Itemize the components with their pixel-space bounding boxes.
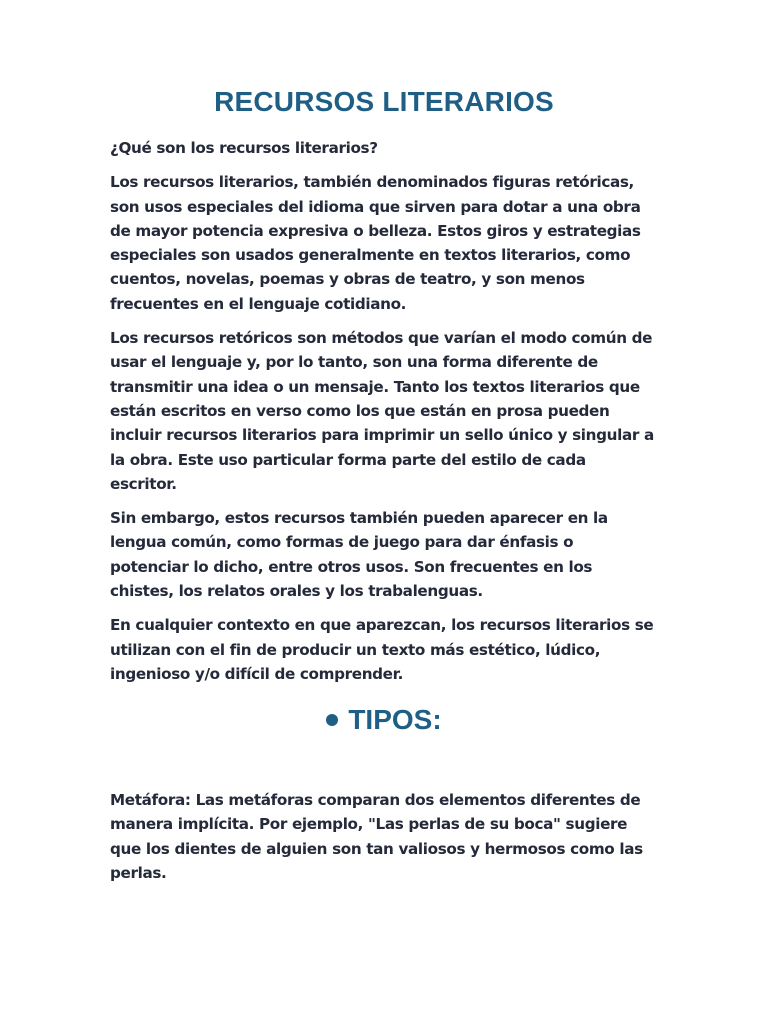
- bullet-icon: [326, 714, 338, 726]
- paragraph-4: En cualquier contexto en que aparezcan, los recursos literarios se utilizan con el fin de producir un texto más estético, lúdico, ingenioso y/o difícil de comprender.: [110, 616, 654, 683]
- paragraph-3: Sin embargo, estos recursos también pueden aparecer en la lengua común, como formas de juego para dar énfasis o potenciar lo dicho, entre otros usos. Son frecuentes en los chistes, los relatos orales y los trabalenguas.: [110, 509, 608, 601]
- paragraph-1: Los recursos literarios, también denominados figuras retóricas, son usos especiales del idioma que sirven para dotar a una obra de mayor potencia expresiva o belleza. Estos giros y estrategias especiales son usados generalmente en textos literarios, como cuentos, novelas, poemas y obras de teatro, y son menos frecuentes en el lenguaje cotidiano.: [110, 173, 641, 313]
- metafora-paragraph: Metáfora: Las metáforas comparan dos elementos diferentes de manera implícita. Por ejemplo, "Las perlas de su boca" sugiere que los dientes de alguien son tan valiosos y hermosos como las perlas.: [110, 791, 643, 882]
- intro-section: [110, 136, 655, 696]
- page-title: RECURSOS LITERARIOS: [214, 86, 554, 117]
- question-line: ¿Qué son los recursos literarios?: [110, 139, 378, 157]
- paragraph-2: Los recursos retóricos son métodos que varían el modo común de usar el lenguaje y, por lo tanto, son una forma diferente de transmitir una idea o un mensaje. Tanto los textos literarios que están escritos en verso como los que están en prosa pueden incluir recursos literarios para imprimir un sello único y singular a la obra. Este uso particular forma parte del estilo de cada escritor.: [110, 329, 654, 493]
- section-heading-text: TIPOS:: [348, 704, 442, 735]
- section-heading: [0, 704, 768, 736]
